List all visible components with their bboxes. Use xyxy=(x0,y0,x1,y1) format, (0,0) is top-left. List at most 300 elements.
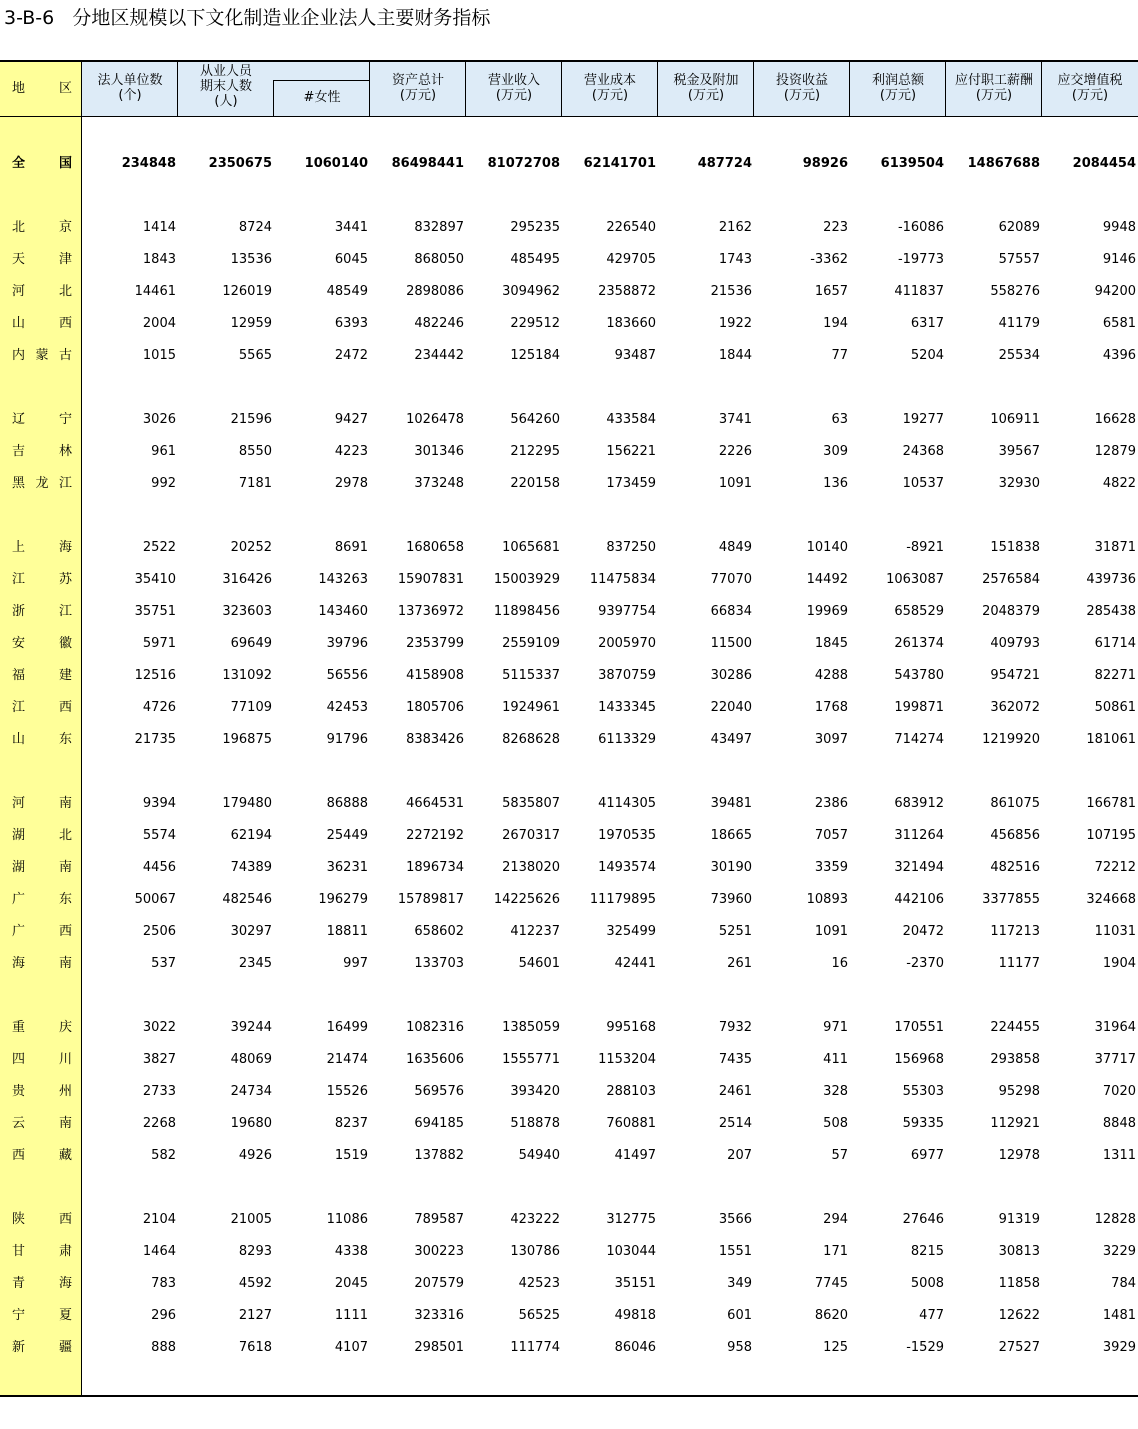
table-cell: 4664531 xyxy=(406,796,464,811)
table-cell: -2370 xyxy=(906,956,944,971)
table-cell: 1768 xyxy=(814,700,848,715)
table-cell: 111774 xyxy=(510,1340,560,1355)
region-name-char: 南 xyxy=(58,956,72,971)
table-cell: 537 xyxy=(151,956,176,971)
table-cell: 995168 xyxy=(606,1020,656,1035)
table-cell: 42441 xyxy=(614,956,656,971)
table-cell: 8724 xyxy=(238,220,272,235)
table-cell: 2472 xyxy=(334,348,368,363)
table-cell: 36231 xyxy=(326,860,368,875)
region-name-char: 江 xyxy=(58,476,72,491)
region-name-char: 上 xyxy=(12,540,26,555)
region-name-char: 蒙 xyxy=(35,348,49,363)
region-name xyxy=(12,604,72,620)
table-cell: 316426 xyxy=(222,572,272,587)
table-cell: 3377855 xyxy=(982,892,1040,907)
table-cell: 30286 xyxy=(710,668,752,683)
region-name-char: 江 xyxy=(12,700,26,715)
region-name xyxy=(12,156,72,172)
table-cell: 19680 xyxy=(230,1116,272,1131)
table-cell: 362072 xyxy=(990,700,1040,715)
table-cell: 2978 xyxy=(334,476,368,491)
table-cell: 49818 xyxy=(614,1308,656,1323)
region-name-char: 肃 xyxy=(58,1244,72,1259)
region-name-char: 北 xyxy=(58,284,72,299)
table-cell: 48069 xyxy=(230,1052,272,1067)
table-cell: 16 xyxy=(831,956,848,971)
table-cell: 234848 xyxy=(121,156,176,171)
table-cell: 15907831 xyxy=(397,572,464,587)
table-cell: 86888 xyxy=(326,796,368,811)
column-header xyxy=(754,73,850,103)
table-cell: 409793 xyxy=(990,636,1040,651)
region-name-char: 川 xyxy=(58,1052,72,1067)
table-cell: 39481 xyxy=(710,796,752,811)
table-cell: 301346 xyxy=(414,444,464,459)
table-cell: 1845 xyxy=(814,636,848,651)
table-cell: 2522 xyxy=(142,540,176,555)
table-cell: 433584 xyxy=(606,412,656,427)
table-cell: 73960 xyxy=(710,892,752,907)
table-cell: 3359 xyxy=(814,860,848,875)
region-name-char: 国 xyxy=(58,156,72,171)
table-cell: 30190 xyxy=(710,860,752,875)
table-cell: 12879 xyxy=(1094,444,1136,459)
region-name-char: 福 xyxy=(12,668,26,683)
table-cell: 1385059 xyxy=(502,1020,560,1035)
table-cell: 2005970 xyxy=(598,636,656,651)
table-cell: 1481 xyxy=(1102,1308,1136,1323)
table-cell: 98926 xyxy=(802,156,848,171)
table-cell: 4338 xyxy=(334,1244,368,1259)
table-cell: 117213 xyxy=(990,924,1040,939)
table-cell: 2461 xyxy=(718,1084,752,1099)
region-name-char: 贵 xyxy=(12,1084,26,1099)
table-cell: 77 xyxy=(831,348,848,363)
table-cell: 789587 xyxy=(414,1212,464,1227)
column-header-line: (个) xyxy=(118,88,142,103)
table-cell: 224455 xyxy=(990,1020,1040,1035)
header-subdivider xyxy=(273,80,369,81)
table-cell: 39567 xyxy=(998,444,1040,459)
table-cell: 16628 xyxy=(1094,412,1136,427)
table-cell: 8620 xyxy=(814,1308,848,1323)
column-header xyxy=(274,90,370,105)
table-cell: 31871 xyxy=(1094,540,1136,555)
table-cell: 91319 xyxy=(998,1212,1040,1227)
region-name-char: 全 xyxy=(12,156,26,171)
table-cell: 3229 xyxy=(1102,1244,1136,1259)
region-name xyxy=(12,700,72,716)
table-cell: 179480 xyxy=(222,796,272,811)
table-cell: 349 xyxy=(727,1276,752,1291)
column-header xyxy=(466,73,562,103)
column-header-line: 期末人数 xyxy=(199,79,252,94)
table-cell: 456856 xyxy=(990,828,1040,843)
table-cell: 9146 xyxy=(1102,252,1136,267)
region-name-char: 古 xyxy=(58,348,72,363)
table-cell: 86498441 xyxy=(391,156,464,171)
column-header-line: (万元) xyxy=(399,88,437,103)
table-cell: 485495 xyxy=(510,252,560,267)
region-name-char: 夏 xyxy=(58,1308,72,1323)
table-cell: 37717 xyxy=(1094,1052,1136,1067)
table-cell: 95298 xyxy=(998,1084,1040,1099)
region-name-char: 西 xyxy=(12,1148,26,1163)
table-cell: 293858 xyxy=(990,1052,1040,1067)
table-cell: 32930 xyxy=(998,476,1040,491)
table-cell: 2358872 xyxy=(598,284,656,299)
table-cell: 106911 xyxy=(990,412,1040,427)
table-cell: 55303 xyxy=(902,1084,944,1099)
table-cell: 196875 xyxy=(222,732,272,747)
table-cell: 2045 xyxy=(334,1276,368,1291)
table-cell: 1743 xyxy=(718,252,752,267)
region-name-char: 西 xyxy=(58,316,72,331)
column-header xyxy=(370,73,466,103)
table-cell: 91796 xyxy=(326,732,368,747)
region-name-char: 疆 xyxy=(58,1340,72,1355)
column-header-line: 从业人员 xyxy=(199,64,252,79)
table-cell: 5574 xyxy=(142,828,176,843)
table-cell: 54601 xyxy=(518,956,560,971)
region-name xyxy=(12,924,72,940)
table-cell: 9427 xyxy=(334,412,368,427)
table-cell: 207 xyxy=(727,1148,752,1163)
region-name-char: 重 xyxy=(12,1020,26,1035)
region-name-char: 湖 xyxy=(12,860,26,875)
table-cell: 9394 xyxy=(142,796,176,811)
region-name xyxy=(12,1244,72,1260)
table-cell: 136 xyxy=(823,476,848,491)
table-cell: 298501 xyxy=(414,1340,464,1355)
region-name-char: 京 xyxy=(58,220,72,235)
column-header-line: 应交增值税 xyxy=(1057,73,1123,88)
region-name-char: 云 xyxy=(12,1116,26,1131)
table-cell: 261 xyxy=(727,956,752,971)
table-cell: 39796 xyxy=(326,636,368,651)
table-cell: 558276 xyxy=(990,284,1040,299)
table-cell: 373248 xyxy=(414,476,464,491)
table-cell: 5971 xyxy=(142,636,176,651)
table-cell: 24368 xyxy=(902,444,944,459)
column-header-line: 应付职工薪酬 xyxy=(954,73,1033,88)
table-cell: 4114305 xyxy=(598,796,656,811)
table-cell: 1924961 xyxy=(502,700,560,715)
table-cell: 11179895 xyxy=(589,892,656,907)
table-cell: 288103 xyxy=(606,1084,656,1099)
table-cell: 412237 xyxy=(510,924,560,939)
table-cell: 171 xyxy=(823,1244,848,1259)
table-cell: 1060140 xyxy=(304,156,368,171)
region-name xyxy=(12,668,72,684)
table-cell: 12978 xyxy=(998,1148,1040,1163)
table-cell: 125184 xyxy=(510,348,560,363)
table-cell: 11898456 xyxy=(493,604,560,619)
table-cell: 868050 xyxy=(414,252,464,267)
table-cell: 19969 xyxy=(806,604,848,619)
table-cell: 658602 xyxy=(414,924,464,939)
table-cell: 5835807 xyxy=(502,796,560,811)
table-cell: 143460 xyxy=(318,604,368,619)
table-cell: 325499 xyxy=(606,924,656,939)
table-cell: 508 xyxy=(823,1116,848,1131)
region-name xyxy=(12,1308,72,1324)
table-cell: 125 xyxy=(823,1340,848,1355)
table-cell: -3362 xyxy=(810,252,848,267)
table-cell: 442106 xyxy=(894,892,944,907)
table-cell: 41497 xyxy=(614,1148,656,1163)
column-header-line: 利润总额 xyxy=(871,73,924,88)
table-cell: 1843 xyxy=(142,252,176,267)
table-cell: 20252 xyxy=(230,540,272,555)
table-cell: 423222 xyxy=(510,1212,560,1227)
table-cell: 4726 xyxy=(142,700,176,715)
table-cell: 112921 xyxy=(990,1116,1040,1131)
region-name-char: 广 xyxy=(12,892,26,907)
table-cell: 4223 xyxy=(334,444,368,459)
table-cell: 2576584 xyxy=(982,572,1040,587)
column-header-line: (万元) xyxy=(879,88,917,103)
table-cell: 82271 xyxy=(1094,668,1136,683)
table-cell: 151838 xyxy=(990,540,1040,555)
table-cell: 143263 xyxy=(318,572,368,587)
table-cell: 42523 xyxy=(518,1276,560,1291)
table-cell: 3870759 xyxy=(598,668,656,683)
column-header xyxy=(82,73,178,103)
table-cell: 81072708 xyxy=(487,156,560,171)
table-cell: 323603 xyxy=(222,604,272,619)
region-name-char: 陕 xyxy=(12,1212,26,1227)
table-cell: 131092 xyxy=(222,668,272,683)
table-cell: 482516 xyxy=(990,860,1040,875)
column-header-line: 投资收益 xyxy=(775,73,828,88)
table-cell: 183660 xyxy=(606,316,656,331)
table-cell: 760881 xyxy=(606,1116,656,1131)
table-cell: 3827 xyxy=(142,1052,176,1067)
header-bottom-rule xyxy=(0,116,1138,117)
table-cell: 6045 xyxy=(334,252,368,267)
table-cell: 3097 xyxy=(814,732,848,747)
table-cell: 1219920 xyxy=(982,732,1040,747)
region-name-char: 山 xyxy=(12,316,26,331)
table-cell: 439736 xyxy=(1086,572,1136,587)
region-name-char: 建 xyxy=(58,668,72,683)
region-name xyxy=(12,1116,72,1132)
region-name xyxy=(12,1020,72,1036)
table-cell: 103044 xyxy=(606,1244,656,1259)
region-name-char: 新 xyxy=(12,1340,26,1355)
table-cell: 5565 xyxy=(238,348,272,363)
table-cell: 14867688 xyxy=(967,156,1040,171)
table-cell: 137882 xyxy=(414,1148,464,1163)
table-cell: 954721 xyxy=(990,668,1040,683)
table-cell: 21735 xyxy=(134,732,176,747)
table-cell: 11475834 xyxy=(589,572,656,587)
table-cell: 30813 xyxy=(998,1244,1040,1259)
table-cell: 173459 xyxy=(606,476,656,491)
table-cell: 15003929 xyxy=(493,572,560,587)
table-cell: 10140 xyxy=(806,540,848,555)
table-cell: 15789817 xyxy=(397,892,464,907)
table-cell: 13736972 xyxy=(397,604,464,619)
region-name xyxy=(12,956,72,972)
region-name-char: 龙 xyxy=(35,476,49,491)
table-cell: 7932 xyxy=(718,1020,752,1035)
region-name xyxy=(12,252,72,268)
table-cell: 2004 xyxy=(142,316,176,331)
column-header-line: (万元) xyxy=(495,88,533,103)
region-name-char: 江 xyxy=(58,604,72,619)
region-name-char: 宁 xyxy=(58,412,72,427)
table-cell: 888 xyxy=(151,1340,176,1355)
table-cell: 2353799 xyxy=(406,636,464,651)
table-cell: 300223 xyxy=(414,1244,464,1259)
column-header xyxy=(562,73,658,103)
table-cell: 1433345 xyxy=(598,700,656,715)
table-cell: 2898086 xyxy=(406,284,464,299)
region-name-char: 山 xyxy=(12,732,26,747)
region-header xyxy=(12,81,72,97)
table-cell: 57 xyxy=(831,1148,848,1163)
table-cell: 1904 xyxy=(1102,956,1136,971)
table-cell: 54940 xyxy=(518,1148,560,1163)
table-cell: 14461 xyxy=(134,284,176,299)
table-cell: 6317 xyxy=(910,316,944,331)
table-cell: 130786 xyxy=(510,1244,560,1259)
table-cell: 477 xyxy=(919,1308,944,1323)
table-cell: 296 xyxy=(151,1308,176,1323)
table-cell: 1111 xyxy=(334,1308,368,1323)
table-cell: 2127 xyxy=(238,1308,272,1323)
table-cell: 93487 xyxy=(614,348,656,363)
table-cell: 21474 xyxy=(326,1052,368,1067)
table-cell: 1015 xyxy=(142,348,176,363)
table-cell: 62194 xyxy=(230,828,272,843)
table-cell: 309 xyxy=(823,444,848,459)
table-cell: 21005 xyxy=(230,1212,272,1227)
table-cell: 6977 xyxy=(910,1148,944,1163)
region-name-char: 庆 xyxy=(58,1020,72,1035)
table-cell: 11177 xyxy=(998,956,1040,971)
table-cell: 9397754 xyxy=(598,604,656,619)
table-cell: 311264 xyxy=(894,828,944,843)
table-cell: 1844 xyxy=(718,348,752,363)
region-name xyxy=(12,796,72,812)
table-cell: 658529 xyxy=(894,604,944,619)
region-name xyxy=(12,1276,72,1292)
table-cell: 321494 xyxy=(894,860,944,875)
region-name-char: 苏 xyxy=(58,572,72,587)
table-cell: 12622 xyxy=(998,1308,1040,1323)
table-cell: 1970535 xyxy=(598,828,656,843)
column-header xyxy=(658,73,754,103)
table-cell: 56525 xyxy=(518,1308,560,1323)
table-cell: 196279 xyxy=(318,892,368,907)
table-cell: 77109 xyxy=(230,700,272,715)
table-cell: 25449 xyxy=(326,828,368,843)
table-cell: 7618 xyxy=(238,1340,272,1355)
table-cell: 1493574 xyxy=(598,860,656,875)
column-header-line: (万元) xyxy=(591,88,629,103)
table-cell: 35410 xyxy=(134,572,176,587)
table-cell: 41179 xyxy=(998,316,1040,331)
column-header xyxy=(946,73,1042,103)
column-header-line: (万元) xyxy=(687,88,725,103)
table-cell: 21536 xyxy=(710,284,752,299)
table-cell: 133703 xyxy=(414,956,464,971)
region-name-char: 南 xyxy=(58,860,72,875)
table-cell: 48549 xyxy=(326,284,368,299)
region-name xyxy=(12,540,72,556)
table-cell: 7020 xyxy=(1102,1084,1136,1099)
table-cell: 1063087 xyxy=(886,572,944,587)
table-cell: 6393 xyxy=(334,316,368,331)
table-cell: 10893 xyxy=(806,892,848,907)
column-header-line: (万元) xyxy=(1071,88,1109,103)
table-cell: 1311 xyxy=(1102,1148,1136,1163)
region-name-char: 辽 xyxy=(12,412,26,427)
table-cell: 3566 xyxy=(718,1212,752,1227)
table-cell: 50861 xyxy=(1094,700,1136,715)
table-cell: 61714 xyxy=(1094,636,1136,651)
table-cell: 1922 xyxy=(718,316,752,331)
table-cell: 783 xyxy=(151,1276,176,1291)
table-cell: 39244 xyxy=(230,1020,272,1035)
table-cell: 4107 xyxy=(334,1340,368,1355)
table-cell: 4158908 xyxy=(406,668,464,683)
table-cell: 223 xyxy=(823,220,848,235)
table-cell: 19277 xyxy=(902,412,944,427)
region-name-char: 海 xyxy=(58,1276,72,1291)
table-cell: 8215 xyxy=(910,1244,944,1259)
table-cell: 569576 xyxy=(414,1084,464,1099)
table-cell: 2670317 xyxy=(502,828,560,843)
table-cell: 482246 xyxy=(414,316,464,331)
table-cell: 997 xyxy=(343,956,368,971)
table-cell: 27527 xyxy=(998,1340,1040,1355)
region-name-char: 北 xyxy=(58,828,72,843)
region-name-char: 黑 xyxy=(12,476,26,491)
column-header-line: 法人单位数 xyxy=(97,73,163,88)
region-name xyxy=(12,828,72,844)
column-header-line: 资产总计 xyxy=(391,73,444,88)
region-name-char: 南 xyxy=(58,796,72,811)
table-cell: 35151 xyxy=(614,1276,656,1291)
table-cell: 8268628 xyxy=(502,732,560,747)
table-cell: 958 xyxy=(727,1340,752,1355)
table-cell: 2048379 xyxy=(982,604,1040,619)
table-cell: 832897 xyxy=(414,220,464,235)
table-cell: 35751 xyxy=(134,604,176,619)
table-cell: 683912 xyxy=(894,796,944,811)
table-cell: 1805706 xyxy=(406,700,464,715)
region-name xyxy=(12,444,72,460)
table-cell: 1414 xyxy=(142,220,176,235)
table-cell: 1065681 xyxy=(502,540,560,555)
table-cell: 393420 xyxy=(510,1084,560,1099)
table-cell: 582 xyxy=(151,1148,176,1163)
table-cell: 20472 xyxy=(902,924,944,939)
table-cell: 2272192 xyxy=(406,828,464,843)
region-name xyxy=(12,1148,72,1164)
table-cell: 992 xyxy=(151,476,176,491)
column-header-line: 税金及附加 xyxy=(673,73,739,88)
table-cell: 8691 xyxy=(334,540,368,555)
table-cell: 12516 xyxy=(134,668,176,683)
region-name-char: 江 xyxy=(12,572,26,587)
column-header-line: 营业收入 xyxy=(487,73,540,88)
